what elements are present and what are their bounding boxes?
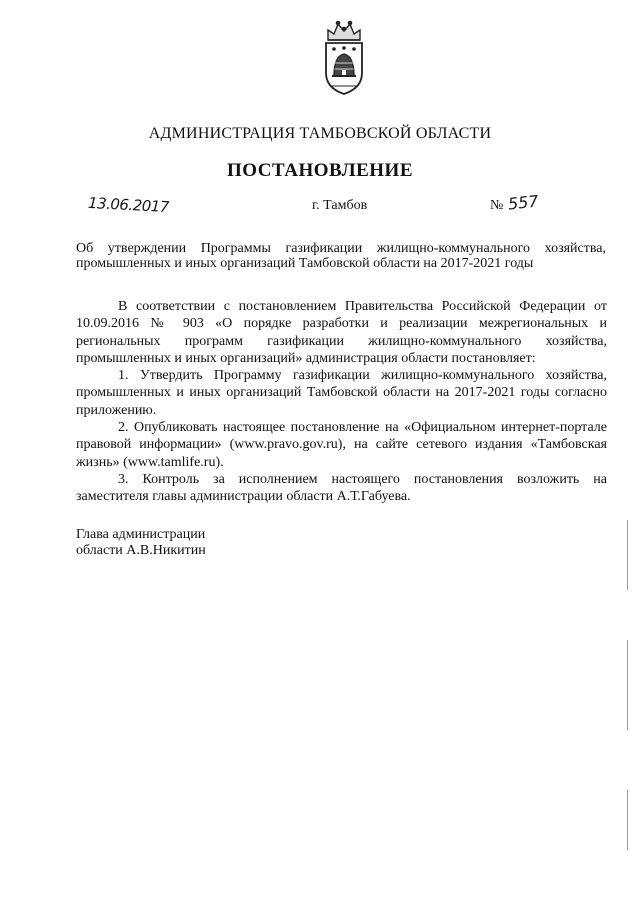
- signature-name: области А.В.Никитин: [76, 543, 206, 558]
- number-label: №: [490, 198, 504, 213]
- preamble-paragraph: В соответствии с постановлением Правительства Российской Федерации от 10.09.2016 № 903 «О порядке разработки и реализации межрегиональных и региональных программ газификации жилищно-коммунального хозяйства, промышленных и иных организаций» администрация области постановляет:: [76, 299, 607, 366]
- city-label: г. Тамбов: [312, 198, 368, 213]
- document-type-heading: ПОСТАНОВЛЕНИЕ: [226, 160, 414, 181]
- document-subject: Об утверждении Программы газификации жилищно-коммунального хозяйства, промышленных и иных организаций Тамбовской области на 2017-2021 годы: [76, 241, 606, 271]
- scan-edge-line: [627, 790, 628, 850]
- signature-block: [76, 527, 206, 559]
- tambov-coat-of-arms-icon: [320, 18, 368, 98]
- handwritten-number: 557: [507, 191, 540, 214]
- organization-title: АДМИНИСТРАЦИЯ ТАМБОВСКОЙ ОБЛАСТИ: [148, 125, 492, 142]
- clause-1-paragraph: 1. Утвердить Программу газификации жилищно-коммунального хозяйства, промышленных и иных организаций Тамбовской области на 2017-2021 годы согласно приложению.: [76, 368, 607, 418]
- clause-2-paragraph: 2. Опубликовать настоящее постановление на «Официальном интернет-портале правовой информации» (www.pravo.gov.ru), на сайте сетевого издания «Тамбовская жизнь» (www.tamlife.ru).: [76, 420, 607, 470]
- clause-3-paragraph: 3. Контроль за исполнением настоящего постановления возложить на заместителя главы администрации области А.Т.Габуева.: [76, 471, 607, 505]
- document-body: [76, 298, 607, 506]
- handwritten-date: 13.06.2017: [87, 193, 170, 217]
- scan-edge-line: [627, 640, 628, 730]
- scan-edge-line: [627, 520, 628, 590]
- signature-title: Глава администрации: [76, 527, 206, 542]
